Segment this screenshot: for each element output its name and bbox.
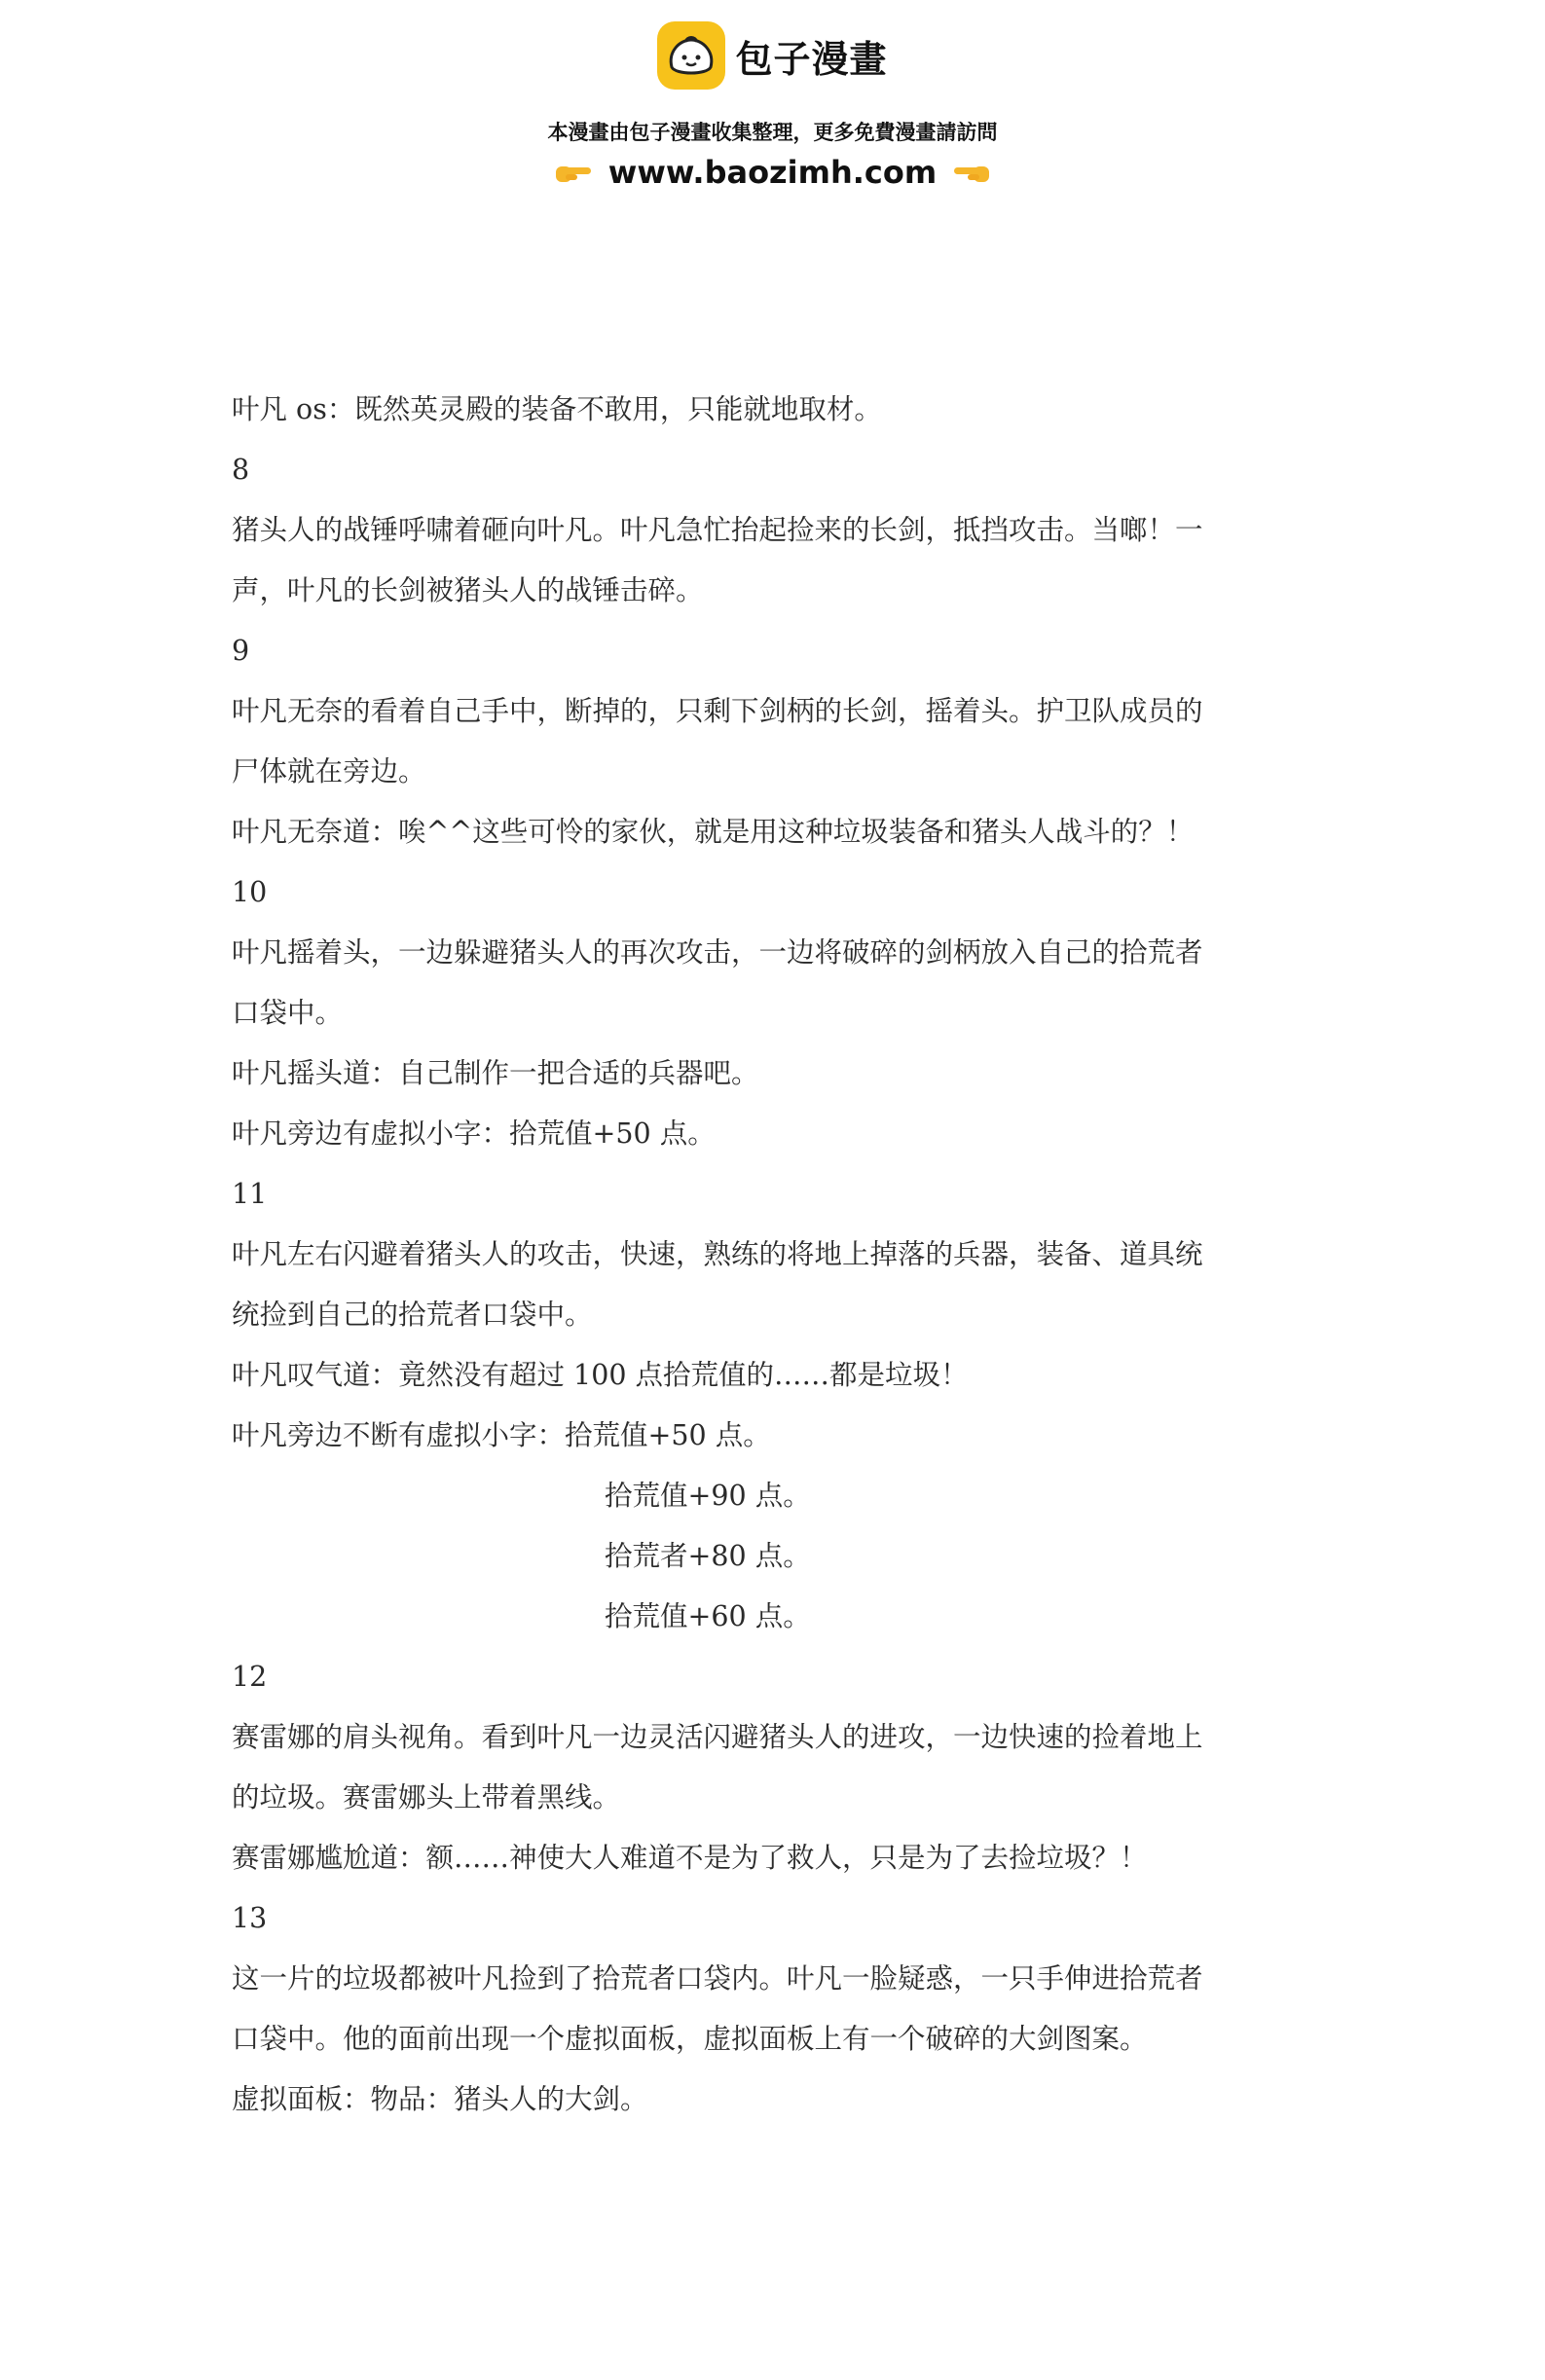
text-line: 叶凡摇着头，一边躲避猪头人的再次攻击，一边将破碎的剑柄放入自己的拾荒者 xyxy=(232,936,1203,969)
text-line: 叶凡叹气道：竟然没有超过 100 点拾荒值的……都是垃圾！ xyxy=(232,1359,969,1391)
text-line: 12 xyxy=(232,1661,268,1693)
text-line: 赛雷娜尴尬道：额……神使大人难道不是为了救人，只是为了去捡垃圾？！ xyxy=(232,1842,1148,1874)
text-line: 叶凡旁边有虚拟小字：拾荒值+50 点。 xyxy=(232,1117,716,1150)
text-line: 口袋中。 xyxy=(232,997,344,1029)
site-header xyxy=(0,18,1545,191)
text-line: 叶凡无奈道：唉^^这些可怜的家伙，就是用这种垃圾装备和猪头人战斗的？！ xyxy=(232,816,1195,848)
text-line: 叶凡旁边不断有虚拟小字：拾荒值+50 点。 xyxy=(232,1419,771,1451)
text-line: 赛雷娜的肩头视角。看到叶凡一边灵活闪避猪头人的进攻，一边快速的捡着地上 xyxy=(232,1721,1203,1753)
text-line: 拾荒值+60 点。 xyxy=(605,1600,811,1632)
text-line: 8 xyxy=(232,454,250,486)
text-line: 拾荒值+90 点。 xyxy=(605,1480,811,1512)
text-line: 口袋中。他的面前出现一个虚拟面板，虚拟面板上有一个破碎的大剑图案。 xyxy=(232,2023,1148,2055)
text-line: 尸体就在旁边。 xyxy=(232,755,426,787)
text-line: 声，叶凡的长剑被猪头人的战锤击碎。 xyxy=(232,574,704,606)
text-line: 13 xyxy=(232,1902,268,1934)
text-line: 9 xyxy=(232,635,250,667)
logo[interactable] xyxy=(0,18,1545,93)
text-line: 10 xyxy=(232,876,268,908)
text-line: 统捡到自己的拾荒者口袋中。 xyxy=(232,1299,593,1331)
text-line: 这一片的垃圾都被叶凡捡到了拾荒者口袋内。叶凡一脸疑惑，一只手伸进拾荒者 xyxy=(232,1962,1203,1995)
site-notice: 本漫畫由包子漫畫收集整理，更多免費漫畫請訪問 xyxy=(547,121,998,144)
pointing-left-hand-icon xyxy=(952,159,991,186)
text-line: 叶凡无奈的看着自己手中，断掉的，只剩下剑柄的长剑，摇着头。护卫队成员的 xyxy=(232,695,1203,727)
text-line: 虚拟面板：物品：猪头人的大剑。 xyxy=(232,2083,648,2115)
site-url-link[interactable]: www.baozimh.com xyxy=(607,154,938,191)
bun-mascot-icon xyxy=(657,21,725,90)
logo-text: 包子漫畫 xyxy=(735,37,888,81)
text-line: 叶凡左右闪避着猪头人的攻击，快速，熟练的将地上掉落的兵器，装备、道具统 xyxy=(232,1238,1203,1270)
text-line: 的垃圾。赛雷娜头上带着黑线。 xyxy=(232,1781,621,1813)
script-text xyxy=(232,380,1312,2130)
text-line: 猪头人的战锤呼啸着砸向叶凡。叶凡急忙抬起捡来的长剑，抵挡攻击。当啷！一 xyxy=(232,514,1203,546)
site-url-row xyxy=(0,154,1545,191)
text-line: 11 xyxy=(232,1178,268,1210)
pointing-right-hand-icon xyxy=(554,159,593,186)
text-line: 拾荒者+80 点。 xyxy=(605,1540,811,1572)
text-line: 叶凡摇头道：自己制作一把合适的兵器吧。 xyxy=(232,1057,759,1089)
text-line: 叶凡 os：既然英灵殿的装备不敢用，只能就地取材。 xyxy=(232,393,882,425)
